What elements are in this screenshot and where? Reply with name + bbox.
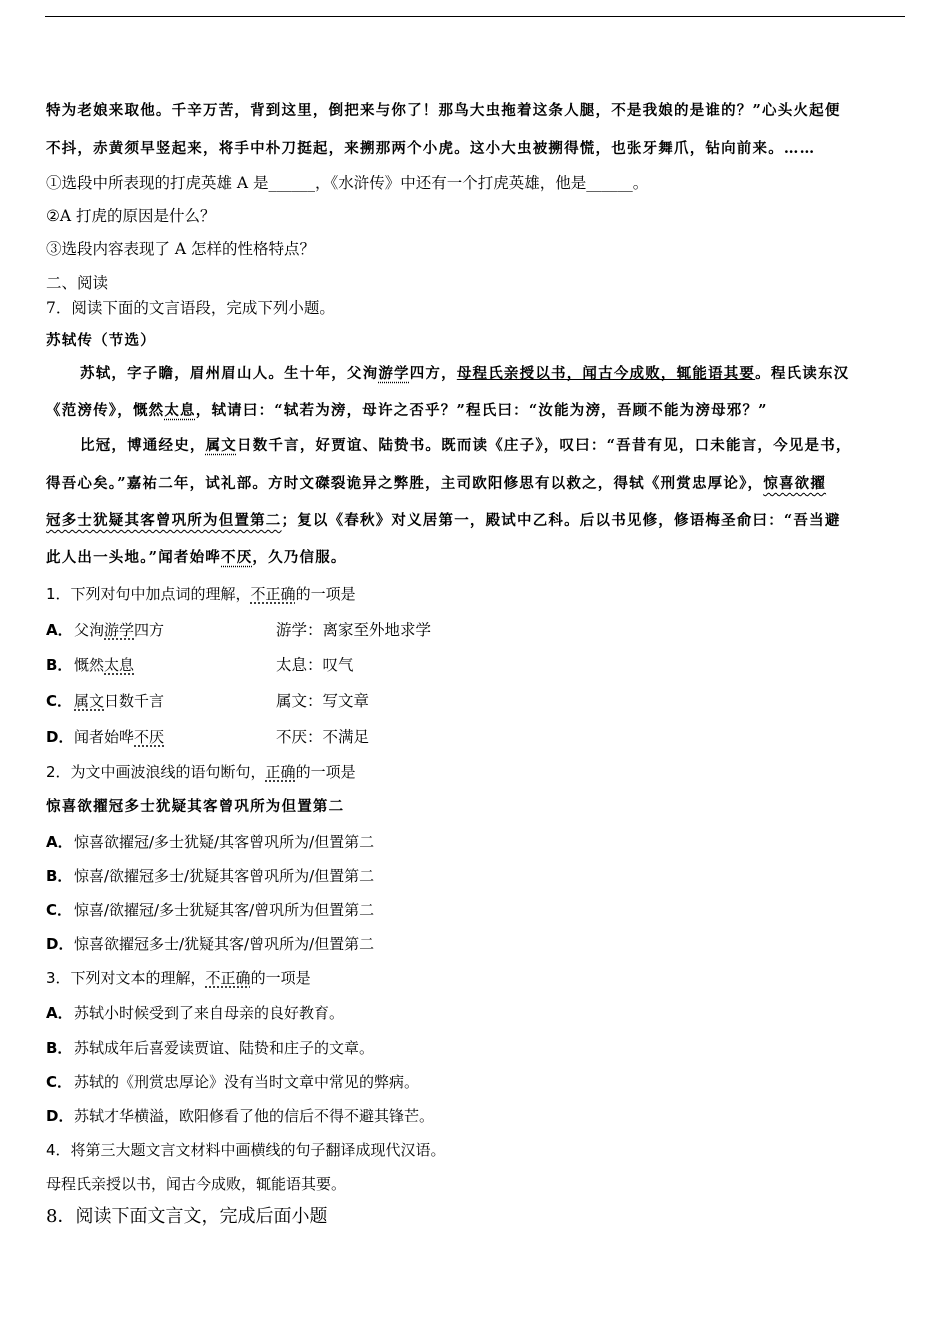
q3-option-c[interactable]: C． 苏轼的《刑赏忠厚论》没有当时文章中常见的弊病。	[46, 1073, 420, 1091]
q6-sub-2: ②A 打虎的原因是什么？	[46, 207, 216, 225]
dotted-word: 属文	[205, 437, 238, 454]
excerpt-line-1: 特为老娘来取他。千辛万苦，背到这里，倒把来与你了！那鸟大虫拖着这条人腿，不是我娘的是谁的？”心头火起便	[46, 102, 841, 119]
passage-p2-line-4: 此人出一头地。”闻者始哗不厌，久乃信服。	[46, 549, 347, 566]
q2-option-c[interactable]: C． 惊喜/欲擢冠/多士犹疑其客/曾巩所为但置第二	[46, 901, 375, 919]
q6-sub-1: ①选段中所表现的打虎英雄 A 是______，《水浒传》中还有一个打虎英雄，他是______。	[46, 174, 649, 192]
passage-title: 苏轼传（节选）	[46, 332, 156, 349]
dotted-word: 太息	[164, 402, 196, 419]
passage-p2-line-1: 比冠，博通经史，属文日数千言，好贾谊、陆贽书。既而读《庄子》，叹曰：“吾昔有见，口未能言，今见是书，	[80, 437, 852, 454]
q2-option-a[interactable]: A．惊喜欲擢冠/多士犹疑/其客曾巩所为/但置第二	[46, 833, 375, 851]
q4-stem: 4．将第三大题文言文材料中画横线的句子翻译成现代汉语。	[46, 1141, 446, 1159]
passage-p2-line-3: 冠多士犹疑其客曾巩所为但置第二；复以《春秋》对义居第一，殿试中乙科。后以书见修，修语梅圣俞曰：“吾当避	[46, 512, 841, 529]
q2-stem: 2．为文中画波浪线的语句断句，正确的一项是	[46, 763, 356, 781]
header-rule	[45, 16, 905, 17]
q3-option-b[interactable]: B． 苏轼成年后喜爱读贾谊、陆贽和庄子的文章。	[46, 1039, 375, 1057]
q3-stem: 3．下列对文本的理解，不正确的一项是	[46, 969, 311, 987]
dotted-word: 不厌	[221, 549, 253, 566]
q1-option-b[interactable]: B． 慨然太息	[46, 656, 135, 674]
passage-p1-line-2: 《范滂传》，慨然太息，轼请曰：“轼若为滂，母许之否乎？”程氏曰：“汝能为滂，吾顾不能为滂母邪？”	[46, 402, 768, 419]
q6-sub-3: ③选段内容表现了 A 怎样的性格特点？	[46, 240, 316, 258]
q7-title: 7．阅读下面的文言语段，完成下列小题。	[46, 299, 335, 317]
q1-option-a-explain: 游学：离家至外地求学	[276, 621, 432, 639]
q2-sentence: 惊喜欲擢冠多士犹疑其客曾巩所为但置第二	[46, 798, 345, 815]
excerpt-line-2: 不抖，赤黄须早竖起来，将手中朴刀挺起，来搠那两个小虎。这小大虫被搠得慌，也张牙舞爪，钻向前来。……	[46, 140, 816, 157]
q8-title: 8．阅读下面文言文，完成后面小题	[46, 1206, 328, 1227]
q3-option-d[interactable]: D．苏轼才华横溢，欧阳修看了他的信后不得不避其锋芒。	[46, 1107, 435, 1125]
q2-option-b[interactable]: B． 惊喜/欲擢冠多士/犹疑其客曾巩所为/但置第二	[46, 867, 375, 885]
q1-option-b-explain: 太息：叹气	[276, 656, 354, 674]
passage-p1-line-1: 苏轼，字子瞻，眉州眉山人。生十年，父洵游学四方，母程氏亲授以书，闻古今成败，辄能语其要。程氏读东汉	[80, 365, 850, 382]
q1-option-c[interactable]: C． 属文日数千言	[46, 692, 165, 710]
q1-option-d[interactable]: D．闻者始哗不厌	[46, 728, 165, 746]
underlined-sentence: 母程氏亲授以书，闻古今成败，辄能语其要	[456, 365, 756, 382]
wavy-sentence: 冠多士犹疑其客曾巩所为但置第二	[46, 512, 282, 529]
q2-option-d[interactable]: D．惊喜欲擢冠多士/犹疑其客/曾巩所为/但置第二	[46, 935, 375, 953]
dotted-word: 游学	[378, 365, 410, 382]
q1-option-a[interactable]: A．父洵游学四方	[46, 621, 165, 639]
q3-option-a[interactable]: A．苏轼小时候受到了来自母亲的良好教育。	[46, 1004, 345, 1022]
wavy-sentence: 惊喜欲擢	[763, 475, 827, 492]
section-heading: 二、阅读	[46, 274, 109, 292]
q1-option-d-explain: 不厌：不满足	[276, 728, 370, 746]
q1-option-c-explain: 属文：写文章	[276, 692, 370, 710]
passage-p2-line-2: 得吾心矣。”嘉祐二年，试礼部。方时文磔裂诡异之弊胜，主司欧阳修思有以救之，得轼《刑赏忠厚论》，惊喜欲擢	[46, 475, 827, 492]
q4-sentence: 母程氏亲授以书，闻古今成败，辄能语其要。	[46, 1175, 347, 1193]
q1-stem: 1．下列对句中加点词的理解，不正确的一项是	[46, 585, 356, 603]
